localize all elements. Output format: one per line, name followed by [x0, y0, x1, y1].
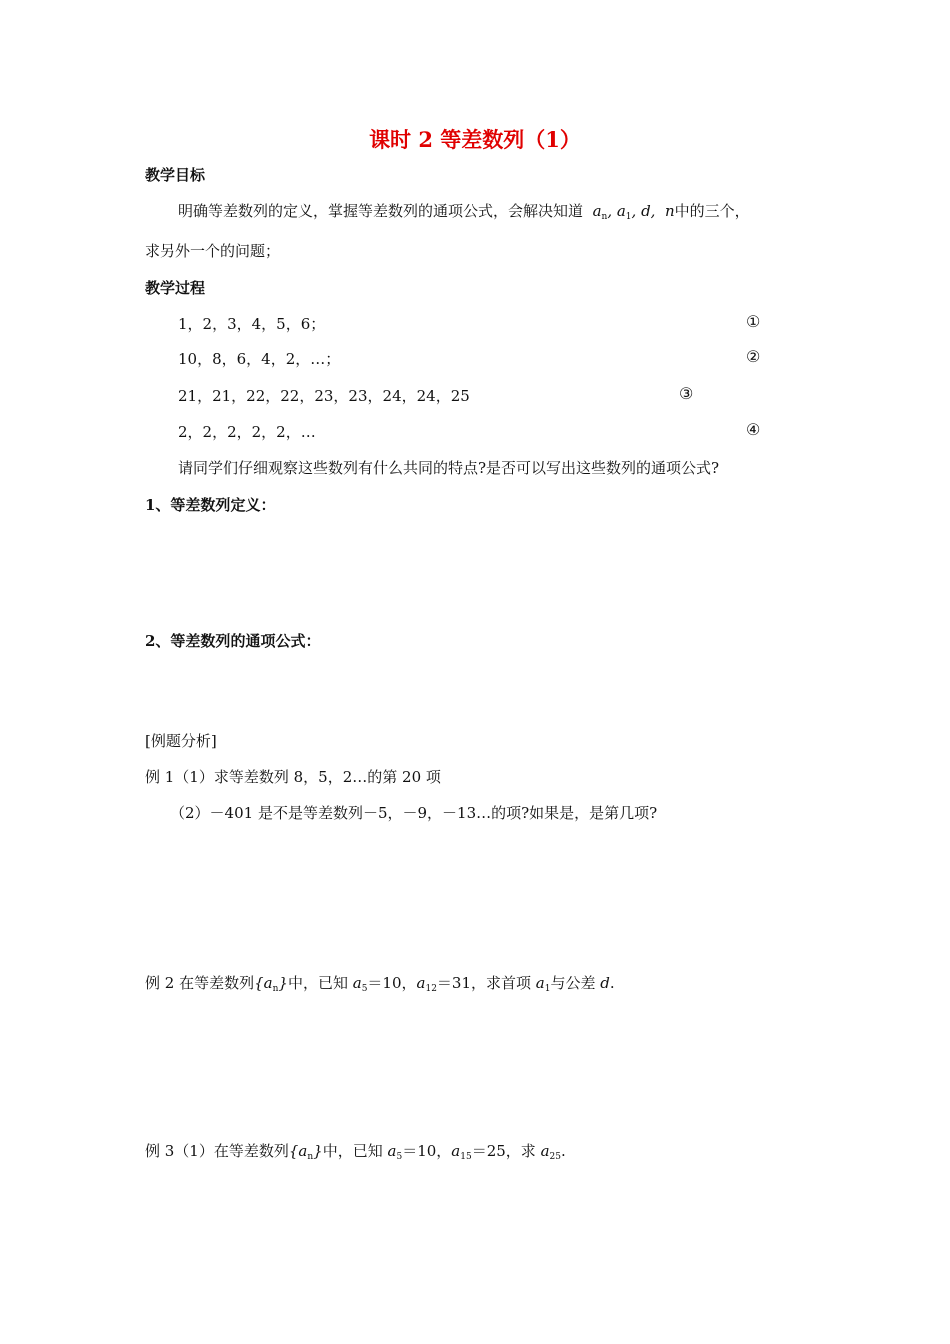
- term-a5: $a_5$: [352, 974, 368, 994]
- term-a5: $a_5$: [387, 1142, 403, 1162]
- examples-heading: [例题分析]: [145, 732, 217, 750]
- goal-line-1-pre: 明确等差数列的定义，掌握等差数列的通项公式，会解决知道: [178, 202, 584, 220]
- goal-line-1-post: 中的三个，: [674, 202, 750, 220]
- example-3-end: .: [560, 1142, 566, 1160]
- example-2-mid-3: ＝31，求首项: [436, 974, 532, 992]
- term-a1: $a_1$: [535, 974, 551, 994]
- term-a25: $a_{25}$: [540, 1142, 561, 1162]
- sequence-1: 1，2，3，4，5，6；: [178, 315, 326, 333]
- goal-line-2: 求另外一个的问题；: [145, 242, 281, 260]
- common-difference-d: d: [600, 974, 610, 992]
- example-2-pre: 例 2 在等差数列: [145, 974, 255, 992]
- sequence-2-mark: ②: [746, 347, 761, 366]
- term-a15: $a_{15}$: [451, 1142, 472, 1162]
- sequence-notation: $\{a_n\}$: [288, 1142, 323, 1162]
- sequence-4-mark: ④: [746, 420, 761, 439]
- goal-variables: $a_n$, $a_1$, d, n: [587, 202, 675, 222]
- example-3-mid-1: 中，已知: [322, 1142, 383, 1160]
- sequence-3-mark: ③: [679, 384, 694, 403]
- sequence-1-mark: ①: [746, 312, 761, 331]
- observation-question: 请同学们仔细观察这些数列有什么共同的特点?是否可以写出这些数列的通项公式?: [178, 459, 720, 477]
- example-2-mid-2: ＝10，: [367, 974, 417, 992]
- example-3-mid-3: ＝25，求: [471, 1142, 536, 1160]
- sequence-2: 10，8，6，4，2，…；: [178, 350, 341, 368]
- example-3: [145, 1140, 566, 1161]
- example-2-mid-4: 与公差: [550, 974, 596, 992]
- example-3-mid-2: ＝10，: [402, 1142, 452, 1160]
- definition-heading: 1、等差数列定义：: [145, 496, 276, 514]
- term-a12: $a_{12}$: [416, 974, 437, 994]
- goal-heading: 教学目标: [145, 166, 206, 184]
- example-2: [145, 972, 615, 993]
- example-1-part-1: 例 1（1）求等差数列 8，5，2…的第 20 项: [145, 768, 441, 786]
- example-1-part-2: （2）－401 是不是等差数列－5，－9，－13…的项?如果是，是第几项?: [170, 804, 658, 822]
- sequence-4: 2，2，2，2，2，…: [178, 423, 316, 441]
- formula-heading: 2、等差数列的通项公式：: [145, 632, 321, 650]
- example-2-mid-1: 中，已知: [287, 974, 348, 992]
- sequence-notation: $\{a_n\}$: [254, 974, 288, 994]
- process-heading: 教学过程: [145, 279, 206, 297]
- sequence-3: 21，21，22，22，23，23，24，24，25: [178, 387, 470, 405]
- page-title: 课时 2 等差数列（1）: [369, 127, 581, 152]
- example-3-pre: 例 3（1）在等差数列: [145, 1142, 289, 1160]
- goal-line-1: [178, 200, 750, 221]
- example-2-end: .: [609, 974, 615, 992]
